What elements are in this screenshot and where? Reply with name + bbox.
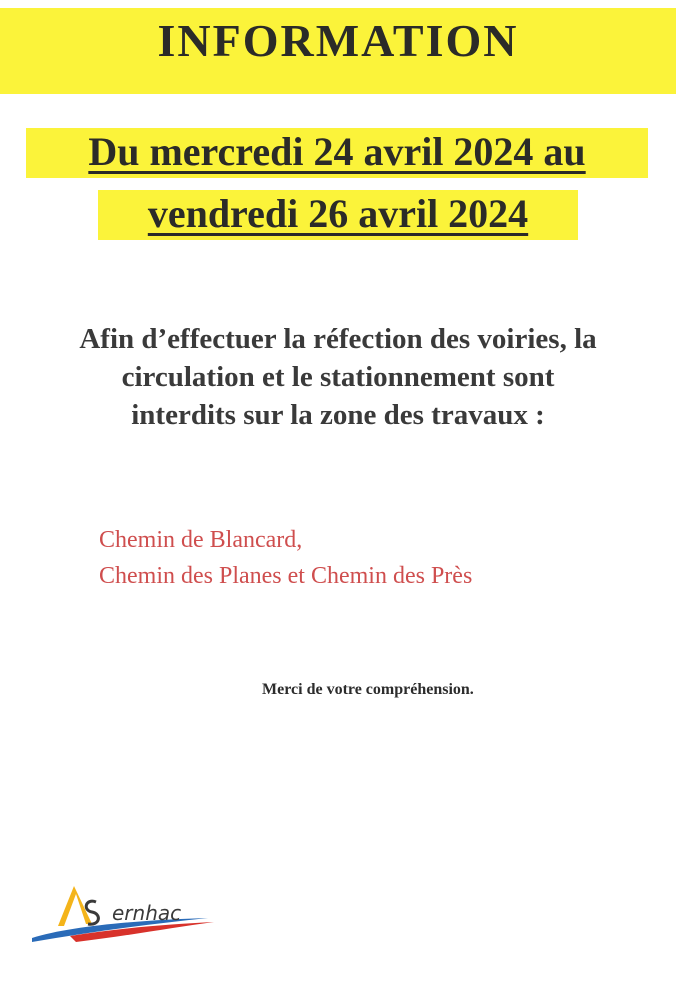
street-list	[99, 522, 472, 594]
street-line: Chemin des Planes et Chemin des Près	[99, 563, 473, 589]
logo-text: ernhac	[112, 901, 182, 925]
date-range-line-1: Du mercredi 24 avril 2024 au	[26, 128, 648, 178]
notice-line: circulation et le stationnement sont	[121, 361, 555, 393]
notice-line: Afin d’effectuer la réfection des voiries, la	[79, 323, 597, 355]
town-logo	[30, 880, 220, 950]
header-banner	[0, 8, 676, 94]
notice-text	[0, 320, 676, 434]
notice-line: interdits sur la zone des travaux :	[131, 399, 545, 431]
page-title: INFORMATION	[157, 15, 519, 66]
date-range-line-2: vendredi 26 avril 2024	[98, 190, 578, 240]
closing-message: Merci de votre compréhension.	[262, 681, 474, 698]
street-line: Chemin de Blancard,	[99, 527, 303, 553]
